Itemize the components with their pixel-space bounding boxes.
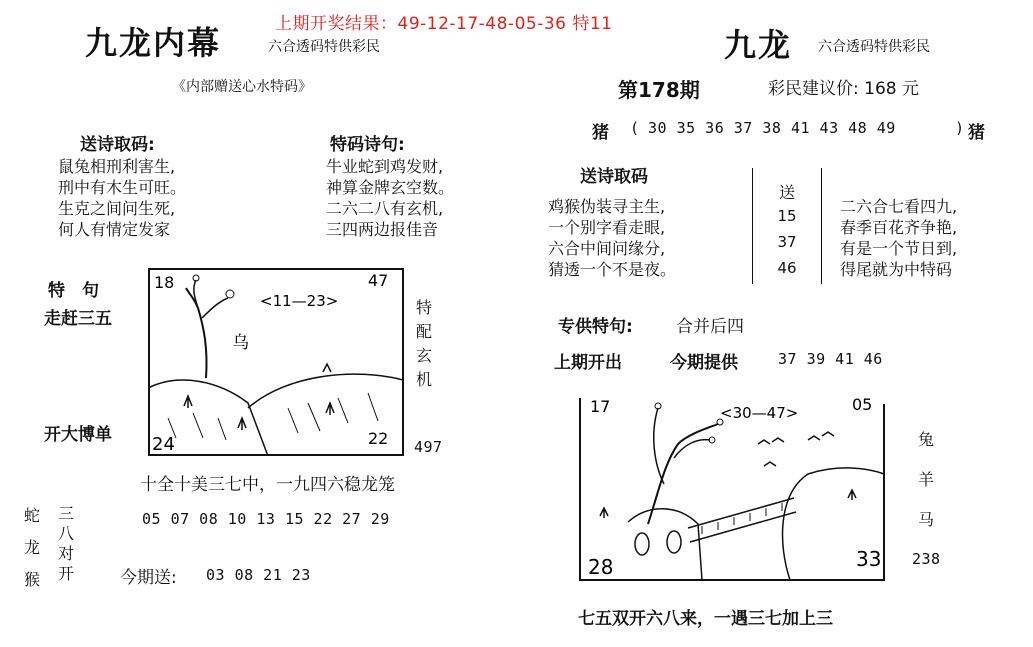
bird-marks (758, 432, 834, 466)
zodiac-char: 对 (57, 544, 74, 563)
sprout-mark (848, 490, 856, 500)
special-text: 走赶三五 (44, 309, 112, 329)
send-label: 送 (778, 183, 795, 202)
right-special-text: 合并后四 (676, 317, 744, 337)
left-poem2 (326, 156, 454, 240)
hill-line (248, 374, 403, 408)
left-poem1-heading: 送诗取码: (80, 135, 155, 155)
poem-line: 神算金牌玄空数。 (326, 178, 455, 197)
stone-shape (667, 531, 681, 553)
drawing-bottom-left-number: 24 (152, 434, 175, 455)
right-drawing (578, 394, 886, 582)
left-title: 九龙内幕 (85, 24, 222, 62)
suggested-price: 彩民建议价: 168 元 (768, 79, 919, 99)
drawing-top-left-number: 18 (154, 273, 175, 292)
grass-strokes (168, 393, 378, 440)
zodiac-char: 开 (57, 564, 74, 583)
provided-numbers: 37 39 41 46 (778, 350, 883, 368)
zodiac-char: 猴 (23, 570, 40, 589)
tree-branch (202, 298, 228, 318)
poem-line: 何人有情定发家 (58, 220, 171, 239)
drawing-frame (580, 398, 884, 580)
drawing-top-right-number: 05 (852, 395, 873, 414)
zodiac-char: 蛇 (23, 506, 40, 525)
issue-number: 第178期 (618, 78, 700, 102)
sprout-mark (323, 364, 331, 372)
last-open-label: 上期开出 (554, 353, 622, 373)
send-number: 15 (777, 207, 797, 225)
zodiac-char: 兔 (917, 430, 934, 449)
sprout-mark (600, 508, 608, 518)
send-box (752, 168, 822, 284)
hill-line (628, 509, 702, 580)
left-subtitle: 六合透码特供彩民 (268, 39, 380, 55)
vertical-char: 特 (415, 298, 432, 317)
sprout-mark (326, 403, 334, 415)
zodiac-char: 龙 (23, 538, 40, 557)
poem-line: 鸡猴伪装寻主生, (548, 197, 666, 216)
open-big-label: 开大博单 (44, 425, 112, 445)
drawing-top-right-number: 47 (368, 271, 389, 290)
drawing-range: <30—47> (720, 404, 799, 422)
pig-left: 猪 (592, 123, 609, 143)
pig-right: 猪 (968, 123, 985, 143)
last-result-banner: 上期开奖结果：49-12-17-48-05-36 特11 (275, 14, 613, 34)
left-numbers: 05 07 08 10 13 15 22 27 29 (142, 510, 390, 528)
bridge-rail (702, 503, 782, 534)
fruit-shape (226, 290, 234, 298)
zodiac-char: 三 (57, 504, 74, 523)
stone-shape (635, 533, 649, 555)
zodiac-char: 羊 (917, 470, 934, 489)
today-label: 今期送: (120, 568, 177, 588)
pig-numbers: 30 35 36 37 38 41 43 48 49 (648, 119, 896, 137)
vertical-char: 配 (415, 322, 432, 341)
today-numbers: 03 08 21 23 (206, 566, 311, 584)
side-vertical-text (414, 296, 434, 392)
left-phrase: 十全十美三七中，一九四六稳龙笼 (140, 475, 395, 495)
poem-line: 刑中有木生可旺。 (58, 178, 187, 197)
sprout-mark (184, 396, 192, 408)
poem-line: 二六合七看四九, (840, 197, 958, 216)
right-side-number: 238 (912, 550, 941, 568)
drawing-range: <11—23> (260, 292, 339, 310)
left-drawing (148, 268, 404, 456)
zodiac-column-1 (22, 500, 42, 596)
poem-line: 鼠兔相刑利害生, (58, 157, 176, 176)
left-poem2-heading: 特码诗句: (330, 135, 405, 155)
right-subtitle: 六合透码特供彩民 (818, 39, 930, 55)
poem-line: 六合中间问缘分, (548, 239, 666, 258)
right-side-zodiacs (916, 420, 936, 540)
poem-line: 春季百花齐争艳, (840, 218, 958, 237)
right-title: 九龙 (724, 26, 793, 64)
drawing-top-left-number: 17 (590, 397, 611, 416)
right-bottom-phrase: 七五双开六八来，一遇三七加上三 (578, 609, 833, 629)
zodiac-char: 马 (917, 510, 934, 529)
drawing-center-char: 乌 (232, 333, 249, 353)
drawing-bottom-left-number: 28 (588, 555, 614, 579)
poem-line: 牛业蛇到鸡发财, (326, 157, 444, 176)
poem-line: 二六二八有玄机, (326, 199, 444, 218)
special-label: 特 句 (48, 281, 99, 301)
right-special-label: 专供特句: (558, 317, 633, 337)
pig-open-paren: ( (630, 119, 640, 137)
right-poem2 (840, 196, 957, 280)
tree-branch (194, 280, 198, 308)
poem-line: 有是一个节日到, (840, 239, 958, 258)
zodiac-char: 八 (57, 524, 74, 543)
send-number: 46 (777, 259, 797, 277)
this-issue-label: 今期提供 (670, 353, 738, 373)
poem-line: 一个别字看走眼, (548, 218, 666, 237)
left-poem1 (58, 156, 186, 240)
right-poem1 (548, 196, 676, 280)
right-poem-heading: 送诗取码 (580, 167, 648, 187)
vertical-char: 玄 (415, 346, 432, 365)
poem-line: 生克之间问生死, (58, 199, 176, 218)
drawing-bottom-right-number: 33 (856, 547, 882, 571)
poem-line: 三四两边报佳音 (326, 220, 439, 239)
zodiac-column-2 (56, 504, 76, 584)
bridge (688, 498, 796, 542)
pig-close-paren: ) (955, 119, 965, 137)
send-number: 37 (777, 233, 797, 251)
left-note: 《内部赠送心水特码》 (172, 79, 312, 95)
side-number: 497 (414, 438, 443, 456)
drawing-bottom-right-number: 22 (368, 429, 389, 448)
poem-line: 猜透一个不是夜。 (548, 260, 677, 279)
tree-branch (654, 408, 664, 484)
sprout-mark (238, 418, 246, 430)
poem-line: 得尾就为中特码 (840, 260, 953, 279)
vertical-char: 机 (415, 370, 432, 389)
